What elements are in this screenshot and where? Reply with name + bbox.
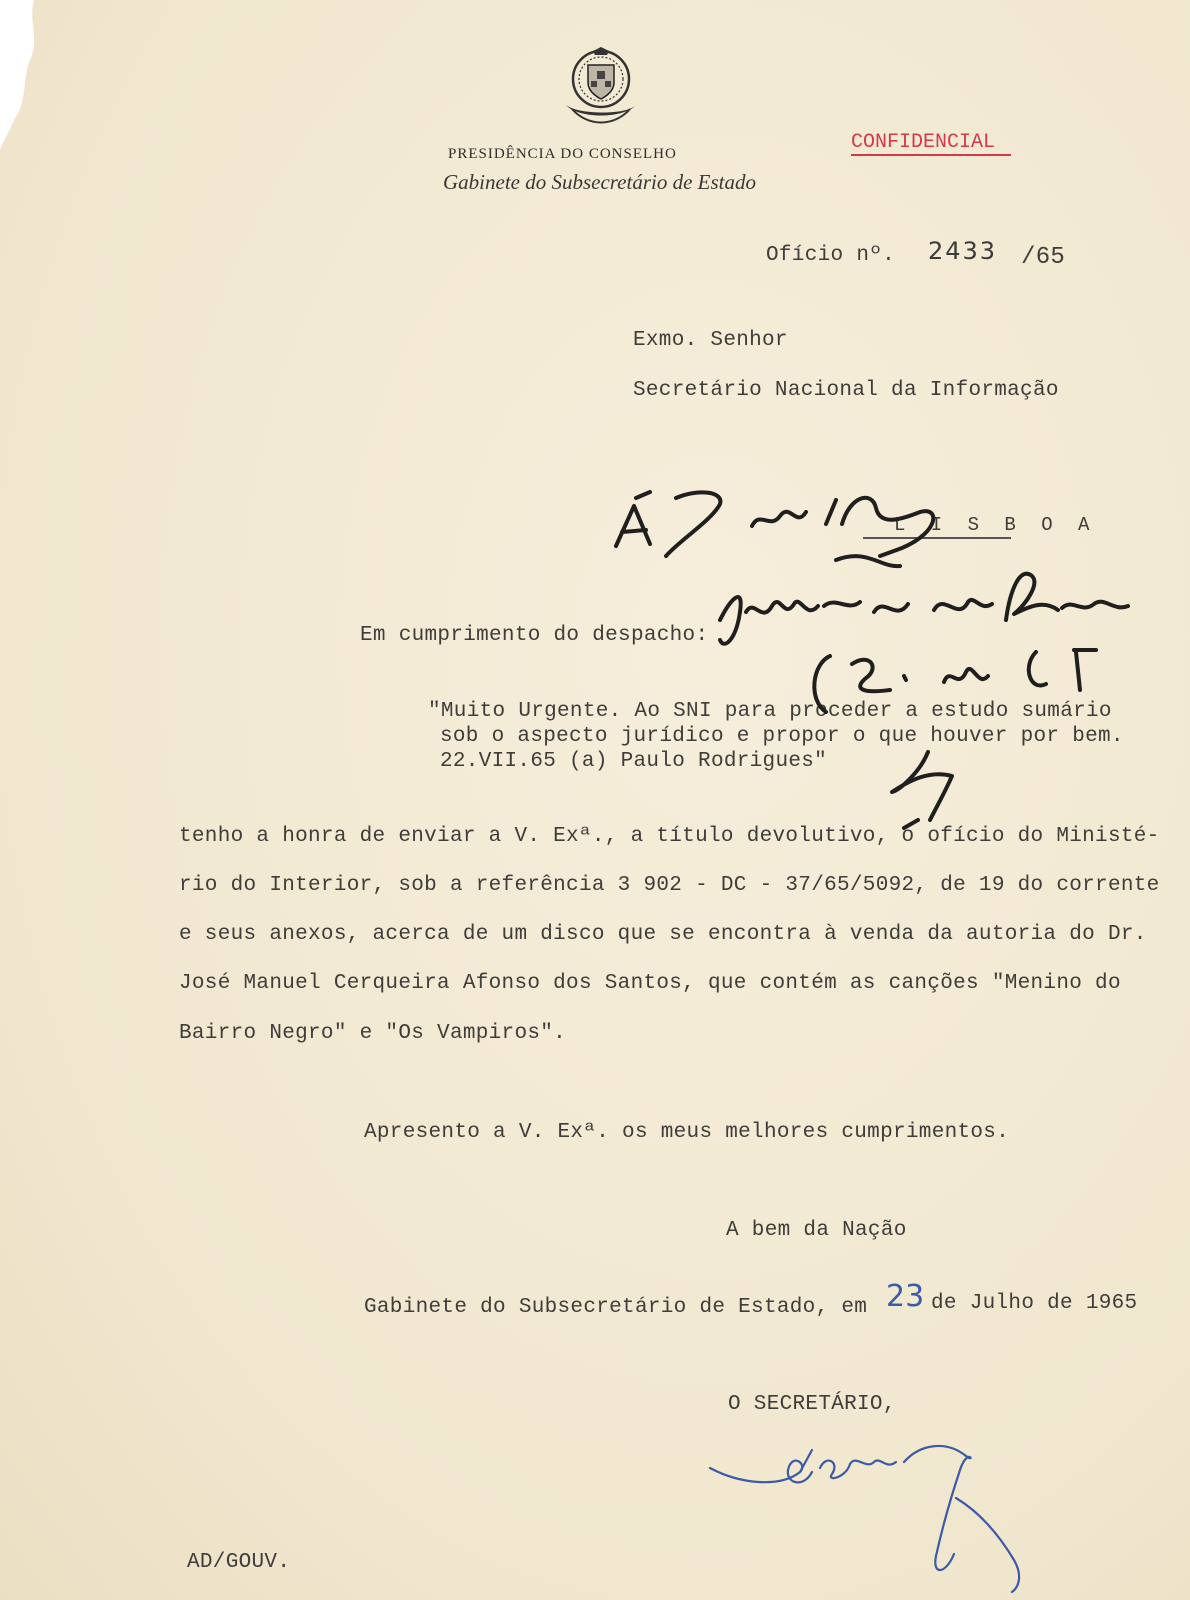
date-day-handwritten: 23 xyxy=(886,1279,925,1314)
handwriting-stroke xyxy=(752,512,806,526)
handwriting-stroke xyxy=(1062,602,1128,608)
signature-stroke xyxy=(820,1460,896,1478)
quote-line: 22.VII.65 (a) Paulo Rodrigues" xyxy=(440,750,828,773)
body-line: Bairro Negro" e "Os Vampiros". xyxy=(179,1022,567,1045)
quote-line: sob o aspecto jurídico e propor o que houver por bem. xyxy=(440,725,1124,748)
footer-initials: AD/GOUV. xyxy=(187,1551,291,1574)
handwriting-stroke xyxy=(852,660,890,692)
handwriting-stroke xyxy=(720,597,741,644)
handwriting-stroke xyxy=(836,556,900,566)
reference-year: /65 xyxy=(1021,244,1066,271)
place-date-prefix: Gabinete do Subsecretário de Estado, em xyxy=(364,1296,868,1319)
handwriting-stroke xyxy=(1074,650,1096,690)
reference-label: Ofício nº. xyxy=(766,244,896,267)
handwriting-stroke xyxy=(892,752,952,820)
body-line: rio do Interior, sob a referência 3 902 - DC - 37/65/5092, de 19 do corrente xyxy=(179,874,1160,897)
city-underline xyxy=(863,537,1011,539)
signature-stroke xyxy=(956,1498,1019,1592)
handwriting-stroke xyxy=(1029,652,1046,685)
handwriting-stroke xyxy=(746,602,818,613)
signature-stroke xyxy=(800,1450,812,1472)
handwriting-stroke xyxy=(904,676,906,680)
signature-stroke xyxy=(904,1446,971,1570)
body-line: e seus anexos, acerca de um disco que se encontra à venda da autoria do Dr. xyxy=(179,923,1147,946)
intro-line: Em cumprimento do despacho: xyxy=(360,624,709,647)
institution-heading: PRESIDÊNCIA DO CONSELHO xyxy=(448,146,677,162)
closing-line: Apresento a V. Exª. os meus melhores cumprimentos. xyxy=(364,1121,1010,1144)
motto: A bem da Nação xyxy=(726,1219,907,1242)
handwriting-stroke xyxy=(944,669,988,682)
quote-line: "Muito Urgente. Ao SNI para proceder a estudo sumário xyxy=(428,700,1112,723)
salutation: Exmo. Senhor xyxy=(633,329,788,352)
handwriting-stroke xyxy=(616,506,650,546)
body-line: José Manuel Cerqueira Afonso dos Santos, que contém as canções "Menino do xyxy=(179,972,1121,995)
handwriting-stroke xyxy=(824,602,860,606)
signature-mark xyxy=(710,1446,1019,1592)
signer-title: O SECRETÁRIO, xyxy=(728,1393,896,1416)
coat-of-arms-emblem xyxy=(558,45,644,129)
body-line: tenho a honra de enviar a V. Exª., a título devolutivo, o ofício do Ministé- xyxy=(179,825,1160,848)
handwriting-stroke xyxy=(1006,574,1058,620)
handwriting-stroke xyxy=(666,492,720,556)
place-date-suffix: de Julho de 1965 xyxy=(931,1292,1138,1315)
office-heading: Gabinete do Subsecretário de Estado xyxy=(443,170,757,194)
confidential-stamp: CONFIDENCIAL xyxy=(851,131,996,154)
addressee-city: L I S B O A xyxy=(894,514,1097,536)
confidential-underline xyxy=(851,154,1011,156)
torn-corner xyxy=(0,0,60,150)
signature-stroke xyxy=(710,1461,812,1483)
handwriting-stroke xyxy=(874,604,908,612)
handwriting-stroke xyxy=(934,600,992,610)
reference-number: 2433 xyxy=(928,237,998,265)
handwriting-stroke xyxy=(636,492,650,498)
addressee-title: Secretário Nacional da Informação xyxy=(633,379,1059,402)
